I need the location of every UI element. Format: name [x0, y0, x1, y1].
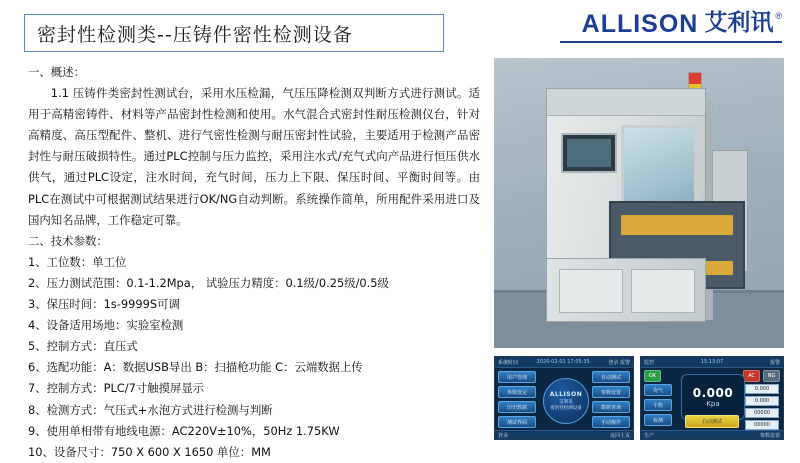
brand-name-en: ALLISON	[581, 10, 699, 38]
spec-item: 7、控制方式：PLC/7寸触摸屏显示	[28, 381, 205, 396]
hmi2-stage-labels	[644, 384, 672, 426]
cabinet-door-right	[631, 269, 695, 313]
hmi2-status-left: 监控	[644, 359, 655, 366]
hmi2-content	[641, 368, 783, 430]
hmi-footer-home[interactable]: 返回主页	[609, 433, 630, 439]
hmi-logo-en: ALLISON	[549, 391, 583, 398]
hmi-button-parameter-setting[interactable]: 参数设定	[498, 386, 536, 398]
brand-name-cn: 艾利讯	[704, 10, 774, 36]
status-badge-ng: NG	[763, 370, 780, 382]
spec-item: 1、工位数：单工位	[28, 254, 127, 269]
hmi-main-screenshot	[494, 356, 634, 440]
pressure-value: 0.000	[692, 386, 734, 400]
spec-item: 3、保压时间：1s-9999S可调	[28, 297, 180, 312]
hmi-button-test-screen[interactable]: 测试界面	[498, 416, 536, 428]
cabinet-top	[547, 89, 705, 116]
start-test-button[interactable]: 启动测试	[685, 415, 739, 428]
stage-label-inflate: 充气	[644, 384, 672, 396]
hmi-button-user-management[interactable]: 用户管理	[498, 371, 536, 383]
spec-item: 10、设备尺寸：750 X 600 X 1650 单位：MM	[28, 444, 271, 459]
value-field: 00000	[745, 420, 779, 430]
hmi-status-time: 2020-02-01 17:05:35	[536, 359, 590, 365]
machine-hmi-screen	[561, 133, 617, 173]
spec-item: 8、检测方式：气压式+水泡方式进行检测与判断	[28, 402, 273, 417]
hmi-monitor-screenshot	[640, 356, 784, 440]
spec-item: 9、使用单相带有地线电源：AC220V±10%，50Hz 1.75KW	[28, 423, 340, 438]
hmi-logo-subtitle: 密封性检测设备	[550, 406, 582, 411]
value-field: 0.000	[745, 384, 779, 394]
hmi2-status-pill-group-left	[644, 370, 661, 382]
spec-item: 4、设备适用场地：实验室检测	[28, 318, 184, 333]
hmi-status-left: 系统时间	[498, 359, 519, 366]
hmi-button-auto-test[interactable]: 自动测试	[592, 371, 630, 383]
brand-logo	[582, 12, 782, 37]
hmi2-value-group	[745, 384, 779, 430]
value-field: 0.000	[745, 396, 779, 406]
machine-photo	[494, 58, 784, 348]
hmi-footer-login[interactable]: 登录	[498, 433, 509, 439]
hmi-status-right: 登录 报警	[608, 359, 630, 366]
section1-heading: 一、概述：	[28, 65, 85, 79]
hmi-content	[495, 368, 633, 430]
brand-underline	[560, 41, 782, 43]
section2-heading: 二、技术参数：	[28, 233, 108, 248]
spec-item: 2、压力测试范围：0.1-1.2Mpa， 试验压力精度：0.1级/0.25级/0.5级	[28, 275, 389, 290]
hmi-button-history-data[interactable]: 历史数据	[498, 401, 536, 413]
hmi2-status-right: 报警	[769, 359, 780, 366]
page-title-box	[24, 14, 444, 52]
stage-label-balance: 平衡	[644, 399, 672, 411]
stage-label-detect: 检测	[644, 414, 672, 426]
hmi-button-data-query[interactable]: 数据查询	[592, 401, 630, 413]
value-field: 00000	[745, 408, 779, 418]
cabinet-door-left	[559, 269, 623, 313]
hmi2-footer-settings[interactable]: 参数设置	[759, 433, 780, 439]
hmi-button-settings[interactable]: 参数设置	[592, 386, 630, 398]
hmi2-footer-bar	[641, 430, 783, 440]
spec-item: 6、选配功能：A：数据USB导出 B：扫描枪功能 C：云端数据上传	[28, 360, 363, 375]
hmi-button-manual-operation[interactable]: 手动操作	[592, 416, 630, 428]
hmi2-status-bar	[641, 357, 783, 368]
hmi-left-button-group	[498, 371, 536, 428]
page-title: 密封性检测类--压铸件密性检测设备	[37, 23, 353, 46]
status-badge-ok: OK	[644, 370, 661, 382]
spec-item: 5、控制方式：直压式	[28, 339, 138, 354]
hmi-footer-bar	[495, 430, 633, 440]
hmi2-status-time: 15:13:07	[700, 359, 724, 365]
hmi2-status-pill-group-right	[743, 370, 780, 382]
section1-paragraph: 1.1 压铸件类密封性测试台，采用水压检漏，气压压降检测双判断方式进行测试。适用于高精密铸件、材料等产品密封性检测和使用。水气混合式密封性耐压检测仪台，针对高精度、高压型配件、整机、进行气密性检测与耐压密封性试验，主要适用于检测产品密封性与耐压破损特性。通过PLC控制与压力监控，采用注水式/充气式向产品进行恒压供水供气，通过PLC设定，注水时间，充气时间，压力上下限、保压时间、平衡时间等。由PLC在测试中可根据测试结果进行OK/NG自动判断。系统操作简单，所用配件采用进口及国内知名品牌，工作稳定可靠。	[28, 86, 480, 227]
hmi-status-bar	[495, 357, 633, 368]
pressure-unit: Kpa	[706, 400, 720, 408]
hmi2-footer-production[interactable]: 生产	[644, 433, 655, 439]
document-body	[28, 62, 480, 463]
pressure-gauge	[681, 374, 745, 420]
machine-base-cabinet	[546, 258, 706, 322]
spec-list	[28, 252, 480, 463]
hmi-right-button-group	[592, 371, 630, 428]
hmi-logo-cn: 艾利讯	[559, 400, 573, 405]
status-badge-ac: AC	[743, 370, 760, 382]
registered-mark-icon: ®	[775, 11, 782, 21]
hmi-brand-logo	[543, 378, 589, 424]
